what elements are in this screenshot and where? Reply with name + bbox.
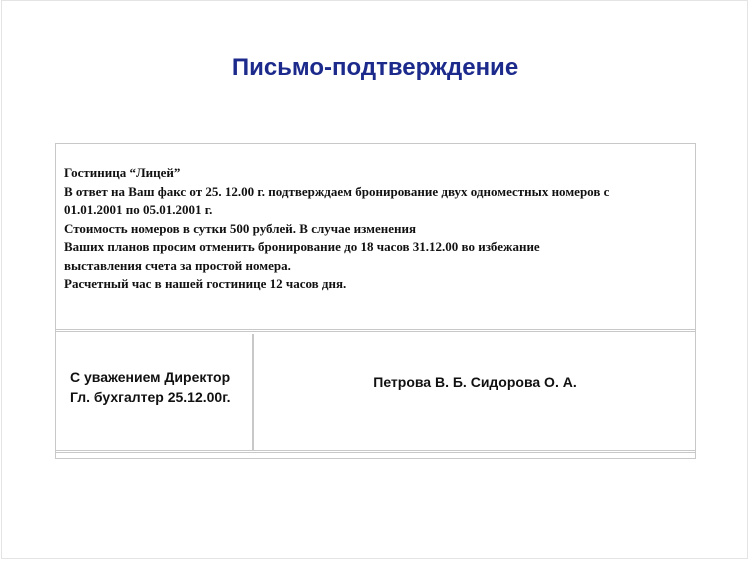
body-line: Стоимость номеров в сутки 500 рублей. В случае изменения (64, 220, 417, 236)
letter-body-cell (56, 144, 695, 332)
body-line: Расчетный час в нашей гостинице 12 часов дня. (64, 276, 347, 291)
body-line: выставления счета за простой номера. (64, 257, 291, 273)
letter-table (55, 143, 696, 459)
signature-left-cell (56, 334, 254, 450)
letter-body-text (64, 164, 689, 294)
body-line: В ответ на Ваш факс от 25. 12.00 г. подтверждаем бронирование двух одноместных номеров с (64, 183, 610, 199)
body-line: Ваших планов просим отменить бронирование до 18 часов 31.12.00 во избежание (64, 239, 540, 254)
signature-right-cell (255, 334, 695, 450)
body-line-hotel-name: Гостиница “Лицей” (64, 165, 181, 180)
page-title: Письмо-подтверждение (231, 54, 519, 81)
table-bottom-rule (56, 450, 695, 453)
signature-line-accountant: Гл. бухгалтер 25.12.00г. (70, 389, 231, 405)
signature-left-text (70, 367, 250, 407)
signature-line-director: С уважением Директор (70, 369, 231, 385)
body-line: 01.01.2001 по 05.01.2001 г. (64, 202, 213, 217)
signature-names: Петрова В. Б. Сидорова О. А. (373, 374, 577, 390)
